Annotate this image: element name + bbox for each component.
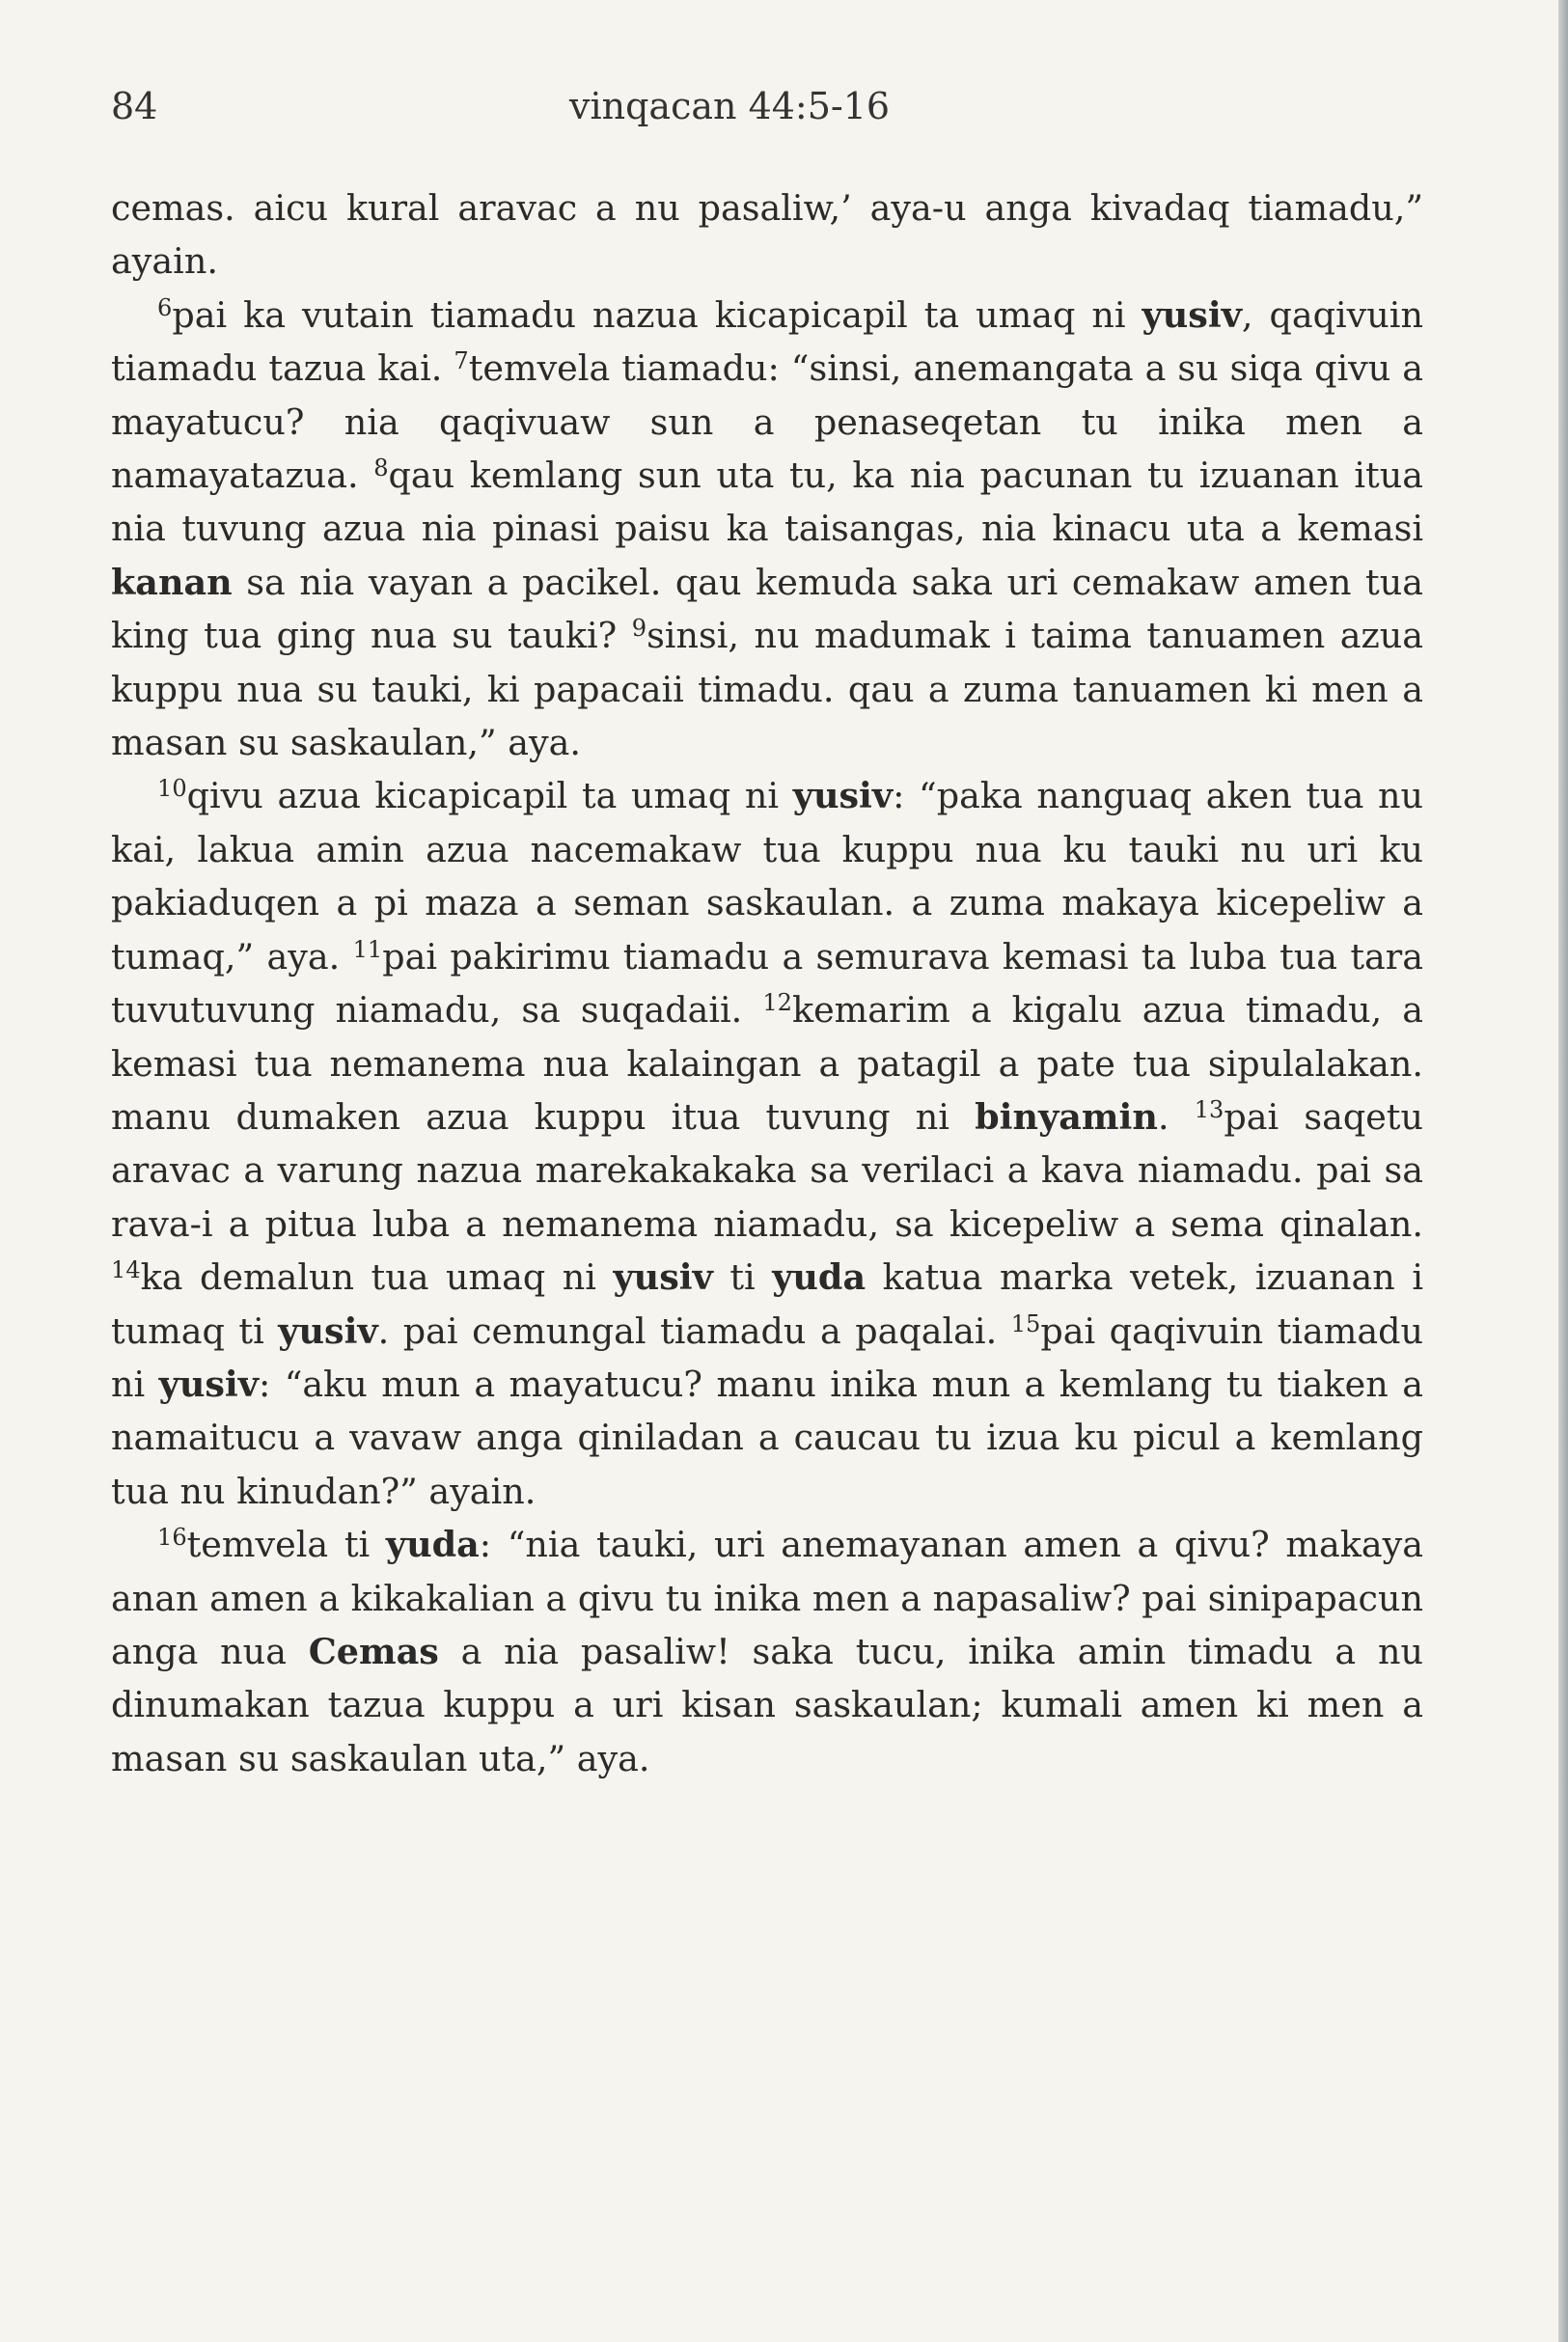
proper-name: kanan [111,561,233,603]
page-edge [1558,0,1568,2342]
text-run: pai ka vutain tiamadu nazua kicapicapil ta umaq ni [172,293,1142,336]
paragraph [111,1518,1423,1785]
verse-number: 7 [454,347,469,375]
verse-number: 13 [1194,1095,1224,1123]
verse-number: 15 [1010,1309,1041,1337]
text-run: temvela ti [186,1524,386,1566]
text-run: cemas. aicu kural aravac a nu pasaliw,’ aya-u anga kivadaq tiamadu,” ayain. [111,187,1423,283]
text-run: , qaqivuin tiamadu tazua kai. [111,293,1423,390]
paragraph-continuation [111,181,1423,289]
text-run: : “paka nanguaq aken tua nu kai, lakua amin azua nacemakaw tua kuppu nua ku tauki nu uri ku pakiaduqen a pi maza a seman saskaulan. a zuma makaya kicepeliw a tumaq,” aya. [111,775,1424,978]
proper-name: yusiv [613,1256,713,1299]
proper-name: yusiv [792,775,894,817]
text-run: sinsi, nu madumak i taima tanuamen azua kuppu nua su tauki, ki papacaii timadu. qau a zuma tanuamen ki men a masan su saskaulan,” aya. [111,615,1423,764]
text-run: pai pakirimu tiamadu a semurava kemasi ta luba tua tara tuvutuvung niamadu, sa suqadaii. [111,935,1423,1032]
page-number: 84 [111,85,158,127]
text-run: qivu azua kicapicapil ta umaq ni [186,775,793,817]
verse-number: 16 [157,1524,187,1552]
paragraph [111,289,1423,770]
text-run: kemarim a kigalu azua timadu, a kemasi tua nemanema nua kalaingan a patagil a pate tua sipulalakan. manu dumaken azua kuppu itua tuvung ni [111,989,1424,1138]
text-run: . [1157,1095,1195,1138]
text-run: . pai cemungal tiamadu a paqalai. [377,1309,1011,1352]
verse-number: 11 [352,935,383,963]
proper-name: yusiv [278,1309,378,1352]
proper-name: yuda [772,1256,867,1299]
running-head: vinqacan 44:5-16 [569,85,891,127]
proper-name: yuda [385,1524,480,1566]
text-run: temvela tiamadu: “sinsi, anemangata a su siqa qivu a mayatucu? nia qaqivuaw sun a penaseqetan tu inika men a namayatazua. [111,347,1423,497]
proper-name: yusiv [158,1363,260,1405]
paragraph [111,769,1423,1518]
verse-number: 6 [157,293,173,321]
text-run: ti [712,1256,773,1299]
verse-number: 14 [111,1256,141,1284]
scripture-text [111,181,1423,1785]
proper-name: yusiv [1142,293,1242,336]
text-run: pai qaqivuin tiamadu ni [111,1309,1423,1405]
text-run: qau kemlang sun uta tu, ka nia pacunan tu izuanan itua nia tuvung azua nia pinasi paisu ka taisangas, nia kinacu uta a kemasi [111,455,1423,550]
text-run: sa nia vayan a pacikel. qau kemuda saka uri cemakaw amen tua king tua ging nua su tauki? [111,561,1423,657]
verse-number: 8 [373,455,389,482]
text-run: a nia pasaliw! saka tucu, inika amin timadu a nu dinumakan tazua kuppu a uri kisan saskaulan; kumali amen ki men a masan su saskaulan uta,” aya. [111,1630,1423,1779]
text-run: ka demalun tua umaq ni [140,1256,614,1299]
verse-number: 12 [762,989,792,1017]
text-run: katua marka vetek, izuanan i tumaq ti [111,1256,1423,1352]
verse-number: 9 [631,615,647,643]
text-run: : “aku mun a mayatucu? manu inika mun a kemlang tu tiaken a namaitucu a vavaw anga qiniladan a caucau tu izua ku picul a kemlang tua nu kinudan?” ayain. [111,1363,1423,1512]
proper-name: binyamin [975,1095,1158,1138]
proper-name: Cemas [308,1630,439,1672]
text-run: : “nia tauki, uri anemayanan amen a qivu? makaya anan amen a kikakalian a qivu tu inika men a napasaliw? pai sinipapacun anga nua [111,1524,1423,1672]
page-header [111,85,1423,143]
verse-number: 10 [157,775,187,803]
text-run: pai saqetu aravac a varung nazua marekakakaka sa verilaci a kava niamadu. pai sa rava-i a pitua luba a nemanema niamadu, sa kicepeliw a sema qinalan. [111,1095,1423,1245]
